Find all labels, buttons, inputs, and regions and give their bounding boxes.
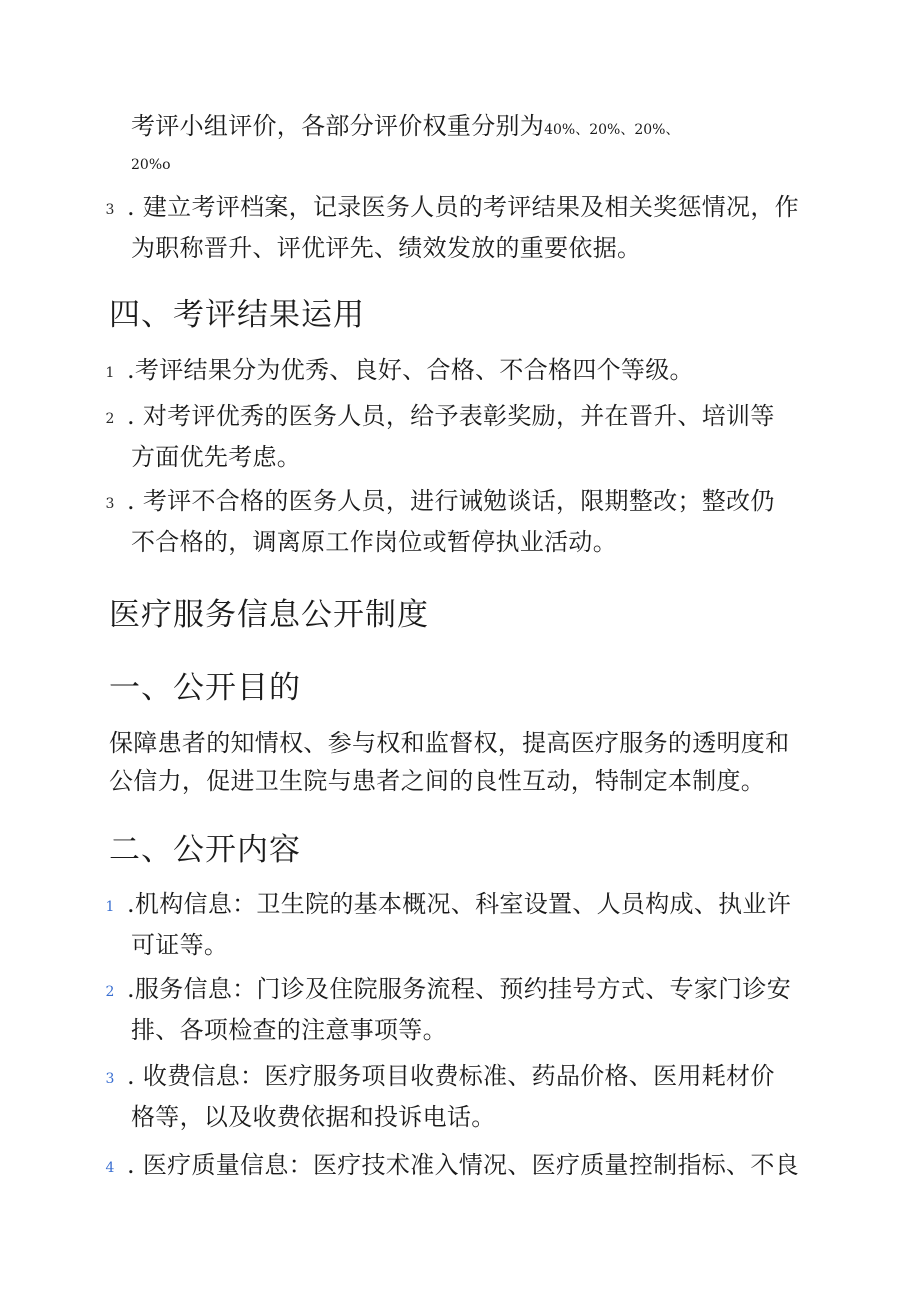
list-item-line: .服务信息：门诊及住院服务流程、预约挂号方式、专家门诊安	[127, 975, 792, 1003]
list-item-line: . 考评不合格的医务人员，进行诫勉谈话，限期整改；整改仍	[127, 487, 775, 515]
list-number: 2	[105, 984, 115, 1000]
list-number: 1	[105, 365, 115, 381]
section-heading-2: 二、公开内容	[109, 832, 301, 868]
list-number: 2	[105, 411, 115, 427]
list-item-line: 可证等。	[131, 931, 229, 959]
weights-text: 考评小组评价，各部分评价权重分别为	[131, 112, 545, 140]
list-number: 3	[105, 1071, 115, 1087]
list-item-line: .考评结果分为优秀、良好、合格、不合格四个等级。	[127, 356, 694, 384]
list-item-line: 不合格的，调离原工作岗位或暂停执业活动。	[131, 528, 617, 556]
paragraph-purpose-line1: 保障患者的知情权、参与权和监督权，提高医疗服务的透明度和	[109, 729, 790, 757]
list-number: 3	[105, 202, 115, 218]
list-number: 4	[105, 1160, 115, 1176]
list-item-line: 方面优先考虑。	[131, 443, 302, 471]
paragraph-weights-line1	[131, 110, 679, 146]
document-title: 医疗服务信息公开制度	[109, 597, 429, 633]
section-heading-1: 一、公开目的	[109, 670, 301, 706]
paragraph-purpose-line2: 公信力，促进卫生院与患者之间的良性互动，特制定本制度。	[109, 767, 766, 795]
list-item-line: . 建立考评档案，记录医务人员的考评结果及相关奖惩情况，作	[127, 193, 799, 221]
list-item-line: 为职称晋升、评优评先、绩效发放的重要依据。	[131, 234, 642, 262]
list-item-line: 格等，以及收费依据和投诉电话。	[131, 1103, 496, 1131]
paragraph-weights-line2: 20%o	[131, 157, 171, 173]
list-number: 1	[105, 899, 115, 915]
list-item-line: . 收费信息：医疗服务项目收费标准、药品价格、医用耗材价	[127, 1062, 775, 1090]
list-item-line: . 对考评优秀的医务人员，给予表彰奖励，并在晋升、培训等	[127, 402, 775, 430]
list-item-line: 排、各项检查的注意事项等。	[131, 1016, 447, 1044]
section-heading-4: 四、考评结果运用	[109, 297, 365, 333]
list-item-line: . 医疗质量信息：医疗技术准入情况、医疗质量控制指标、不良	[127, 1151, 799, 1179]
list-number: 3	[105, 496, 115, 512]
weights-values: 40%、20%、20%、	[544, 122, 680, 138]
list-item-line: .机构信息：卫生院的基本概况、科室设置、人员构成、执业许	[127, 890, 792, 918]
